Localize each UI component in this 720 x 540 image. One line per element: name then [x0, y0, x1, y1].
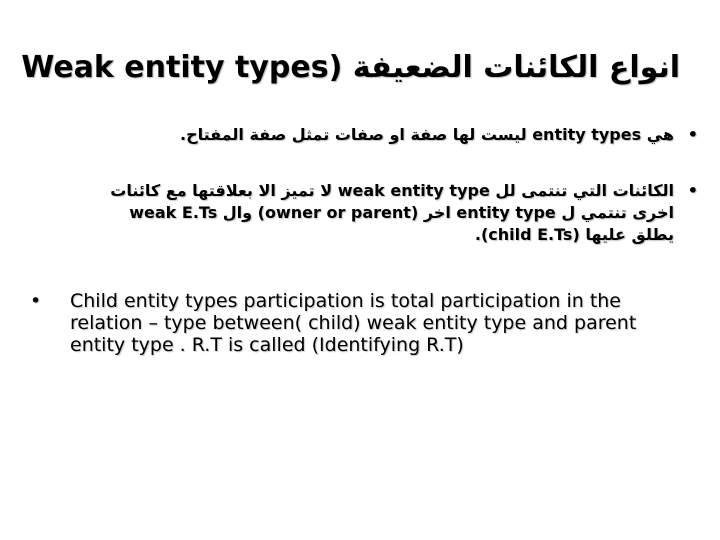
bullet-icon: • — [687, 181, 698, 200]
slide-title: انواع الكائنات الضعيفة (Weak entity types — [21, 50, 680, 85]
bullet-text-line-2: اخرى تنتمي ل entity type اخر (owner or parent) وال weak E.Ts — [129, 203, 674, 222]
bullet-text-participation: Child entity types participation is total participation in the relation – type between( child) weak entity type and parent entity type . R.T is called (Identifying R.T) — [70, 290, 637, 356]
bullet-text-definition: هي entity types ليست لها صفة او صفات تمثل صفة المفتاح. — [180, 125, 674, 144]
bullet-item-participation — [30, 290, 670, 356]
bullet-text-line-1: الكائنات التي تنتمى لل weak entity type لا تميز الا بعلاقتها مع كائنات — [110, 181, 674, 200]
bullet-text-line-3: يطلق عليها (child E.Ts). — [474, 225, 674, 244]
bullet-item-identification — [22, 180, 698, 246]
bullet-item-definition — [22, 124, 698, 146]
bullet-icon: • — [30, 290, 42, 312]
bullet-icon: • — [687, 125, 698, 144]
